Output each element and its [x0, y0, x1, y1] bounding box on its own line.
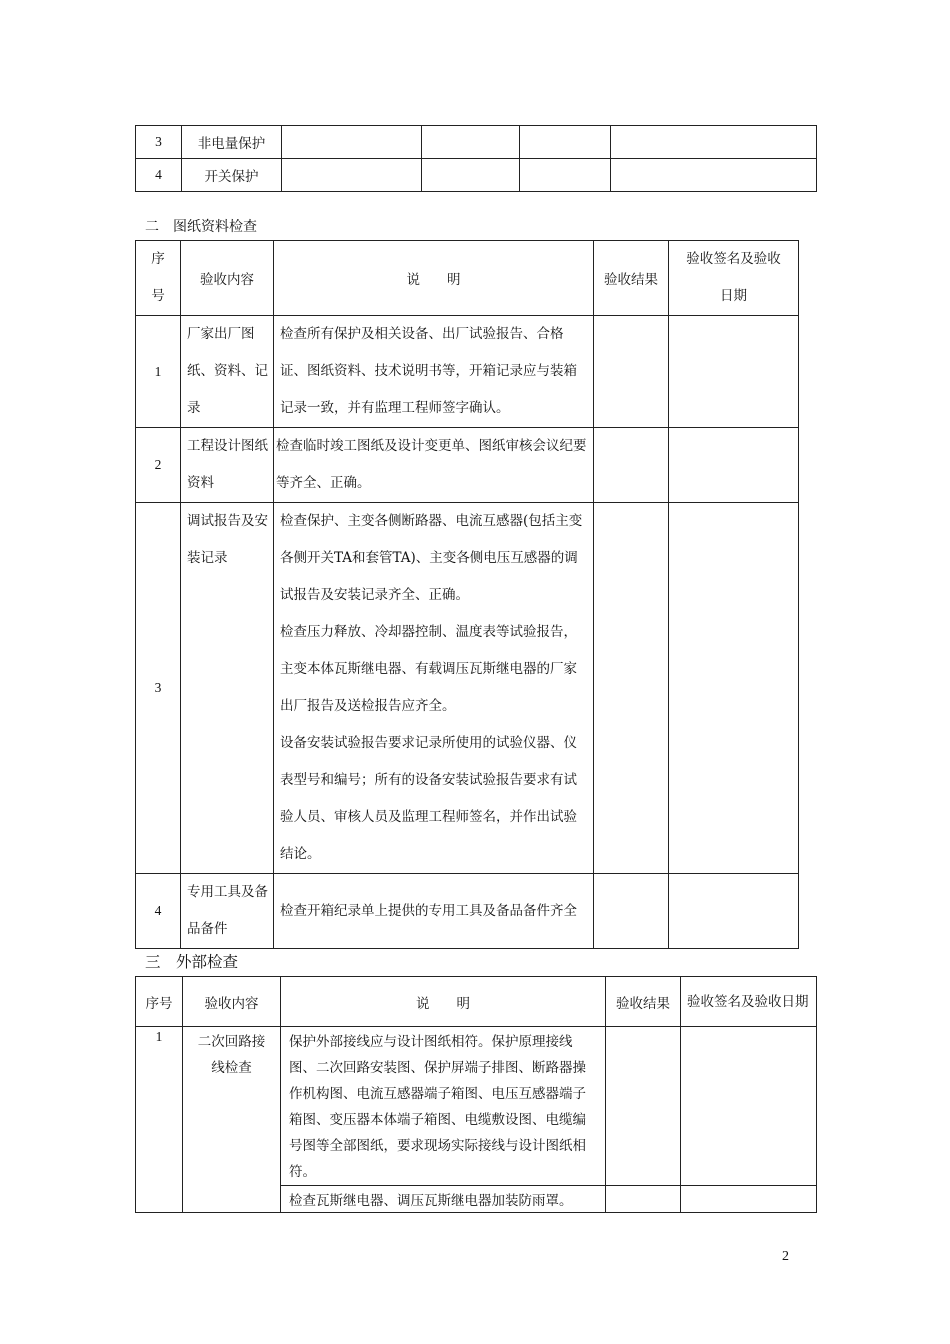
row-item: 非电量保护	[182, 126, 282, 159]
row-number: 3	[136, 503, 181, 874]
table-row	[136, 1027, 817, 1186]
header-desc: 说 明	[281, 977, 606, 1027]
row-number: 1	[136, 316, 181, 428]
external-check-table	[135, 976, 817, 1213]
section-heading: 二 图纸资料检查	[145, 219, 257, 235]
table-row	[136, 316, 799, 428]
row-content: 工程设计图纸资料	[181, 428, 274, 503]
row-content: 专用工具及备品备件	[181, 874, 274, 949]
header-sign: 验收签名及验收 日期	[669, 241, 799, 316]
header-sign: 验收签名及验收日期	[681, 977, 817, 1027]
table-row	[136, 874, 799, 949]
table-row	[136, 126, 817, 159]
row-number: 3	[136, 126, 182, 159]
header-no: 序 号	[136, 241, 181, 316]
header-content: 验收内容	[183, 977, 281, 1027]
table-row	[136, 503, 799, 874]
table-row	[136, 428, 799, 503]
row-number: 2	[136, 428, 181, 503]
desc-paragraph: 检查保护、主变各侧断路器、电流互感器(包括主变各侧开关TA和套管TA)、主变各侧电压互感器的调试报告及安装记录齐全、正确。	[280, 513, 583, 603]
table-row	[136, 159, 817, 192]
protection-table	[135, 125, 817, 192]
row-number: 1	[136, 1027, 183, 1213]
header-result: 验收结果	[606, 977, 681, 1027]
row-desc	[274, 503, 594, 874]
row-item: 开关保护	[182, 159, 282, 192]
header-content: 验收内容	[181, 241, 274, 316]
section-heading: 三 外部检查	[145, 953, 239, 971]
row-desc: 检查开箱纪录单上提供的专用工具及备品备件齐全	[274, 874, 594, 949]
row-content: 厂家出厂图纸、资料、记录	[181, 316, 274, 428]
row-content: 二次回路接线检查	[183, 1027, 281, 1213]
table-header	[136, 241, 799, 316]
header-no: 序号	[136, 977, 183, 1027]
table-header	[136, 977, 817, 1027]
row-desc: 检查所有保护及相关设备、出厂试验报告、合格证、图纸资料、技术说明书等，开箱记录应与装箱记录一致，并有监理工程师签字确认。	[274, 316, 594, 428]
page-number: 2	[782, 1249, 789, 1264]
desc-paragraph: 设备安装试验报告要求记录所使用的试验仪器、仪表型号和编号；所有的设备安装试验报告要求有试验人员、审核人员及监理工程师签名，并作出试验结论。	[280, 735, 577, 862]
row-number: 4	[136, 159, 182, 192]
row-desc: 保护外部接线应与设计图纸相符。保护原理接线图、二次回路安装图、保护屏端子排图、断路器操作机构图、电流互感器端子箱图、电压互感器端子箱图、变压器本体端子箱图、电缆敷设图、电缆编号图等全部图纸，要求现场实际接线与设计图纸相符。	[281, 1027, 606, 1186]
row-desc: 检查瓦斯继电器、调压瓦斯继电器加装防雨罩。	[281, 1186, 606, 1213]
row-number: 4	[136, 874, 181, 949]
header-result: 验收结果	[594, 241, 669, 316]
row-desc: 检查临时竣工图纸及设计变更单、图纸审核会议纪要等齐全、正确。	[274, 428, 594, 503]
desc-paragraph: 检查压力释放、冷却器控制、温度表等试验报告，主变本体瓦斯继电器、有载调压瓦斯继电器的厂家出厂报告及送检报告应齐全。	[280, 624, 577, 714]
header-desc: 说 明	[274, 241, 594, 316]
drawings-table	[135, 240, 799, 949]
row-content: 调试报告及安装记录	[181, 503, 274, 874]
